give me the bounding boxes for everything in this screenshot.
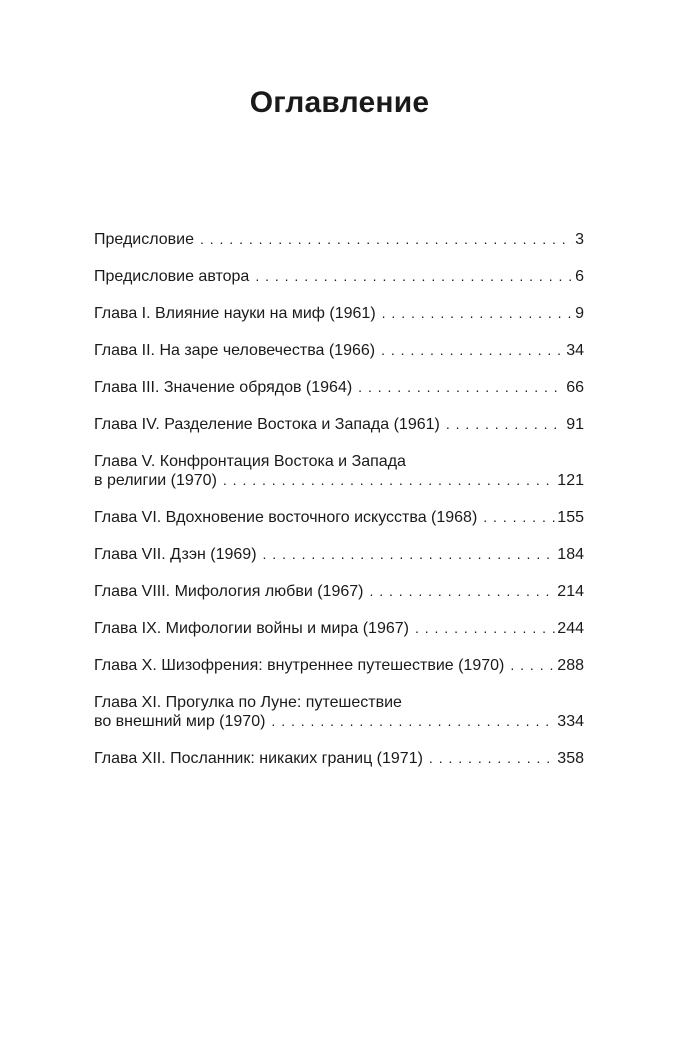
toc-page-number: 91: [566, 416, 584, 433]
toc-entry-title: Глава IV. Разделение Востока и Запада (1961): [94, 416, 440, 433]
toc-page-number: 358: [557, 750, 584, 767]
toc-leader-dots: [255, 267, 573, 286]
toc-entry[interactable]: [94, 619, 584, 638]
toc-leader-dots: [358, 378, 564, 397]
toc-page-number: 9: [575, 305, 584, 322]
toc-line: [94, 749, 584, 768]
toc-entry-title: Глава XII. Посланник: никаких границ (1971): [94, 750, 423, 767]
toc-leader-dots: [429, 749, 555, 768]
toc-entry-title-line1: Глава V. Конфронтация Востока и Запада: [94, 453, 406, 470]
toc-leader-dots: [369, 582, 555, 601]
toc-line: [94, 545, 584, 564]
toc-line: [94, 230, 584, 249]
toc-line: [94, 508, 584, 527]
toc-leader-dots: [271, 712, 555, 731]
toc-page-number: 6: [575, 268, 584, 285]
toc-entry[interactable]: [94, 378, 584, 397]
toc-entry-title: Глава IX. Мифологии войны и мира (1967): [94, 620, 409, 637]
toc-page-number: 121: [557, 472, 584, 489]
toc-page-number: 288: [557, 657, 584, 674]
toc-entry[interactable]: [94, 693, 584, 731]
toc-entry[interactable]: [94, 545, 584, 564]
toc-entry[interactable]: [94, 749, 584, 768]
toc-page-number: 214: [557, 583, 584, 600]
toc-entry[interactable]: [94, 341, 584, 360]
toc-entry[interactable]: [94, 656, 584, 675]
toc-leader-dots: [483, 508, 555, 527]
toc-leader-dots: [510, 656, 555, 675]
toc-page-number: 66: [566, 379, 584, 396]
toc-entry[interactable]: [94, 508, 584, 527]
toc-line: [94, 712, 584, 731]
toc-leader-dots: [382, 304, 573, 323]
toc-leader-dots: [381, 341, 564, 360]
toc-page-number: 155: [557, 509, 584, 526]
toc-entry[interactable]: [94, 582, 584, 601]
toc-leader-dots: [415, 619, 555, 638]
toc-page-number: 34: [566, 342, 584, 359]
toc-entry-title-line1: Глава XI. Прогулка по Луне: путешествие: [94, 694, 402, 711]
toc-page-number: 184: [557, 546, 584, 563]
toc-entry[interactable]: [94, 267, 584, 286]
toc-page-number: 244: [557, 620, 584, 637]
toc-leader-dots: [223, 471, 555, 490]
toc-entry-title: Глава I. Влияние науки на миф (1961): [94, 305, 376, 322]
toc-entry-title: Глава III. Значение обрядов (1964): [94, 379, 353, 396]
toc-entry-title: Глава VII. Дзэн (1969): [94, 546, 257, 563]
toc-entry-title: Глава VI. Вдохновение восточного искусства (1968): [94, 509, 478, 526]
toc-line: [94, 656, 584, 675]
table-of-contents: [94, 230, 584, 786]
toc-entry[interactable]: [94, 452, 584, 490]
toc-entry[interactable]: [94, 415, 584, 434]
toc-page-number: 334: [557, 713, 584, 730]
toc-entry[interactable]: [94, 230, 584, 249]
toc-entry-title: Глава X. Шизофрения: внутреннее путешествие (1970): [94, 657, 505, 674]
toc-line: [94, 378, 584, 397]
toc-entry-title: Предисловие автора: [94, 268, 250, 285]
toc-line: [94, 415, 584, 434]
toc-line: [94, 619, 584, 638]
toc-leader-dots: [200, 230, 573, 249]
page-title: Оглавление: [249, 86, 430, 119]
toc-leader-dots: [446, 415, 564, 434]
toc-leader-dots: [263, 545, 556, 564]
toc-line: [94, 267, 584, 286]
toc-page-number: 3: [575, 231, 584, 248]
toc-line: [94, 471, 584, 490]
toc-entry-title: Предисловие: [94, 231, 194, 248]
toc-entry-title: во внешний мир (1970): [94, 713, 266, 730]
toc-entry[interactable]: [94, 304, 584, 323]
toc-line: [94, 341, 584, 360]
toc-line: [94, 304, 584, 323]
toc-entry-title: Глава VIII. Мифология любви (1967): [94, 583, 364, 600]
toc-entry-title: Глава II. На заре человечества (1966): [94, 342, 376, 359]
toc-entry-title: в религии (1970): [94, 472, 217, 489]
toc-line: [94, 582, 584, 601]
